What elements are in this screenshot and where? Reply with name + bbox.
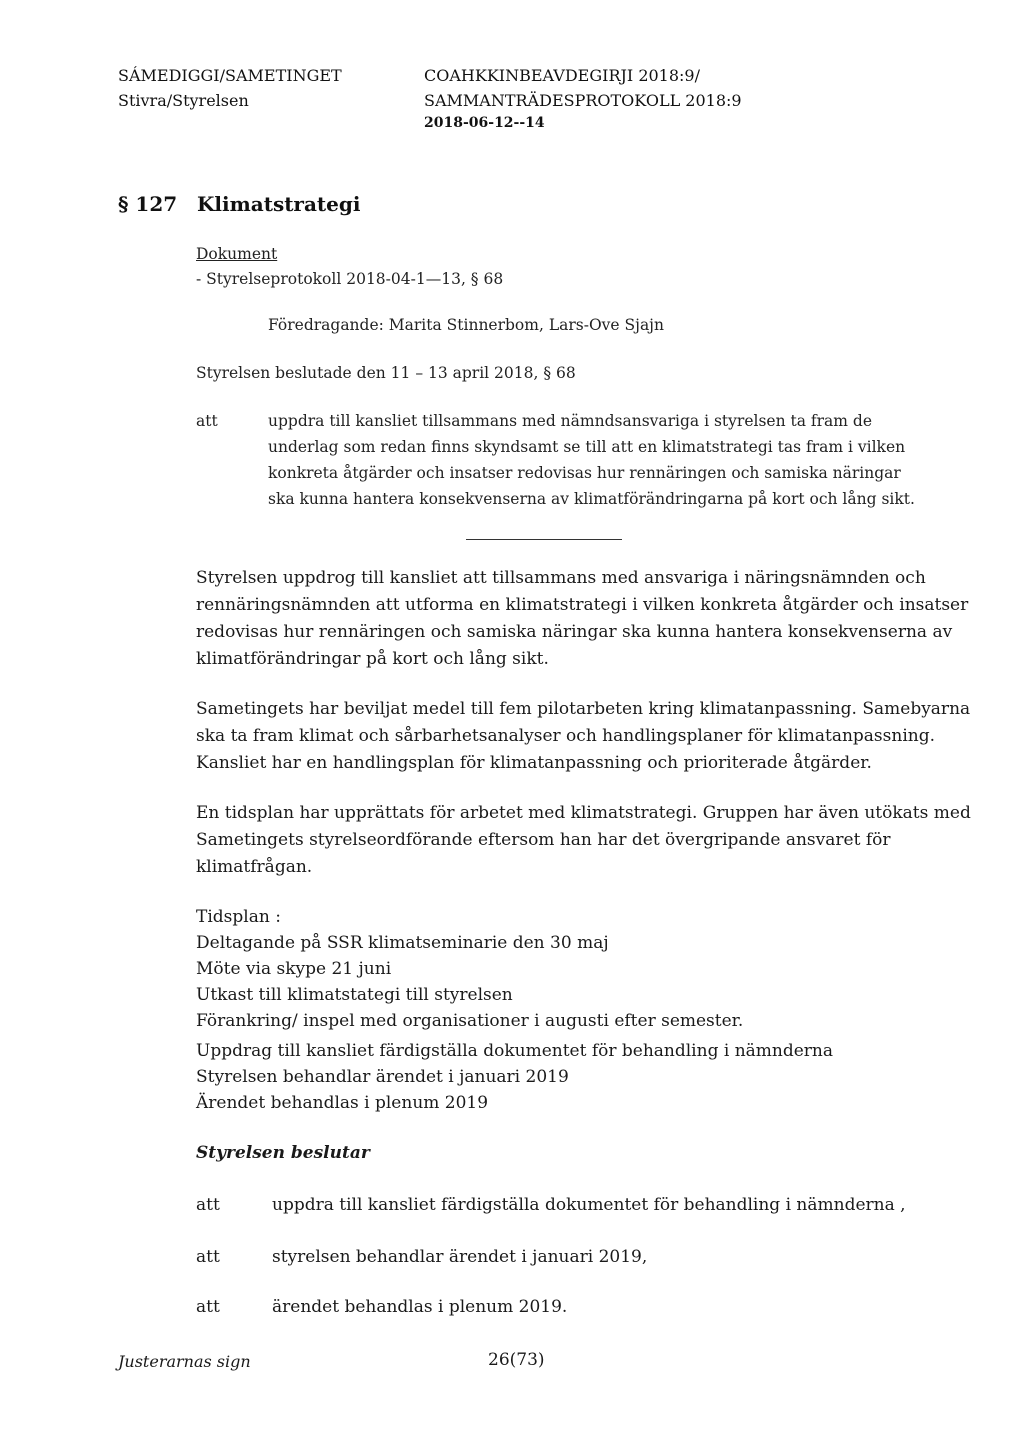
paragraph-line: En tidsplan har upprättats för arbetet med klimatstrategi. Gruppen har även utökats med (196, 803, 971, 823)
earlier-decision-att: att (196, 412, 218, 430)
paragraph-line: klimatförändringar på kort och lång sikt. (196, 649, 549, 669)
schedule-item: Utkast till klimatstategi till styrelsen (196, 985, 513, 1005)
schedule-label: Tidsplan : (196, 907, 281, 927)
documents-label: Dokument (196, 245, 278, 263)
decision-att: att (196, 1195, 220, 1215)
meeting-date: 2018-06-12--14 (424, 115, 545, 131)
earlier-decision-line: underlag som redan finns skyndsamt se till att en klimatstrategi tas fram i vilken (268, 438, 906, 456)
decision-att: att (196, 1247, 220, 1267)
paragraph-line: Styrelsen uppdrog till kansliet att tillsammans med ansvariga i näringsnämnden och (196, 568, 926, 588)
section-number: § 127 (118, 192, 178, 216)
document-item: - Styrelseprotokoll 2018-04-1—13, § 68 (196, 270, 504, 288)
protocol-id-swedish: SAMMANTRÄDESPROTOKOLL 2018:9 (424, 91, 742, 110)
paragraph-line: ska ta fram klimat och sårbarhetsanalyser och handlingsplaner för klimatanpassning. (196, 726, 935, 746)
schedule-item: Deltagande på SSR klimatseminarie den 30 maj (196, 933, 609, 953)
page-number: 26(73) (488, 1350, 545, 1370)
section-divider (466, 539, 622, 540)
schedule-item: Styrelsen behandlar ärendet i januari 2019 (196, 1067, 569, 1087)
schedule-item: Ärendet behandlas i plenum 2019 (196, 1093, 489, 1113)
paragraph-line: Sametingets har beviljat medel till fem pilotarbeten kring klimatanpassning. Samebyarna (196, 699, 971, 719)
decision-item: uppdra till kansliet färdigställa dokumentet för behandling i nämnderna , (272, 1195, 906, 1215)
schedule-item: Möte via skype 21 juni (196, 959, 392, 979)
paragraph-line: klimatfrågan. (196, 857, 313, 877)
presenters: Föredragande: Marita Stinnerbom, Lars-Ove Sjajn (268, 316, 664, 334)
decision-item: styrelsen behandlar ärendet i januari 2019, (272, 1247, 648, 1267)
paragraph-line: Kansliet har en handlingsplan för klimatanpassning och prioriterade åtgärder. (196, 753, 872, 773)
paragraph-line: Sametingets styrelseordförande eftersom han har det övergripande ansvaret för (196, 830, 891, 850)
schedule-item: Uppdrag till kansliet färdigställa dokumentet för behandling i nämnderna (196, 1041, 834, 1061)
signature-label: Justerarnas sign (118, 1352, 251, 1371)
decision-item: ärendet behandlas i plenum 2019. (272, 1297, 568, 1317)
earlier-decision-line: konkreta åtgärder och insatser redovisas hur rennäringen och samiska näringar (268, 464, 901, 482)
decision-heading: Styrelsen beslutar (196, 1143, 370, 1163)
org-name: SÁMEDIGGI/SAMETINGET (118, 66, 342, 85)
earlier-decision-intro: Styrelsen beslutade den 11 – 13 april 2018, § 68 (196, 364, 576, 382)
org-subunit: Stivra/Styrelsen (118, 91, 249, 110)
section-title: Klimatstrategi (197, 192, 361, 216)
schedule-item: Förankring/ inspel med organisationer i augusti efter semester. (196, 1011, 744, 1031)
earlier-decision-line: uppdra till kansliet tillsammans med nämndsansvariga i styrelsen ta fram de (268, 412, 873, 430)
decision-att: att (196, 1297, 220, 1317)
earlier-decision-line: ska kunna hantera konsekvenserna av klimatförändringarna på kort och lång sikt. (268, 490, 915, 508)
protocol-id-sami: COAHKKINBEAVDEGIRJI 2018:9/ (424, 66, 700, 85)
paragraph-line: rennäringsnämnden att utforma en klimatstrategi i vilken konkreta åtgärder och insatser (196, 595, 969, 615)
paragraph-line: redovisas hur rennäringen och samiska näringar ska kunna hantera konsekvenserna av (196, 622, 953, 642)
